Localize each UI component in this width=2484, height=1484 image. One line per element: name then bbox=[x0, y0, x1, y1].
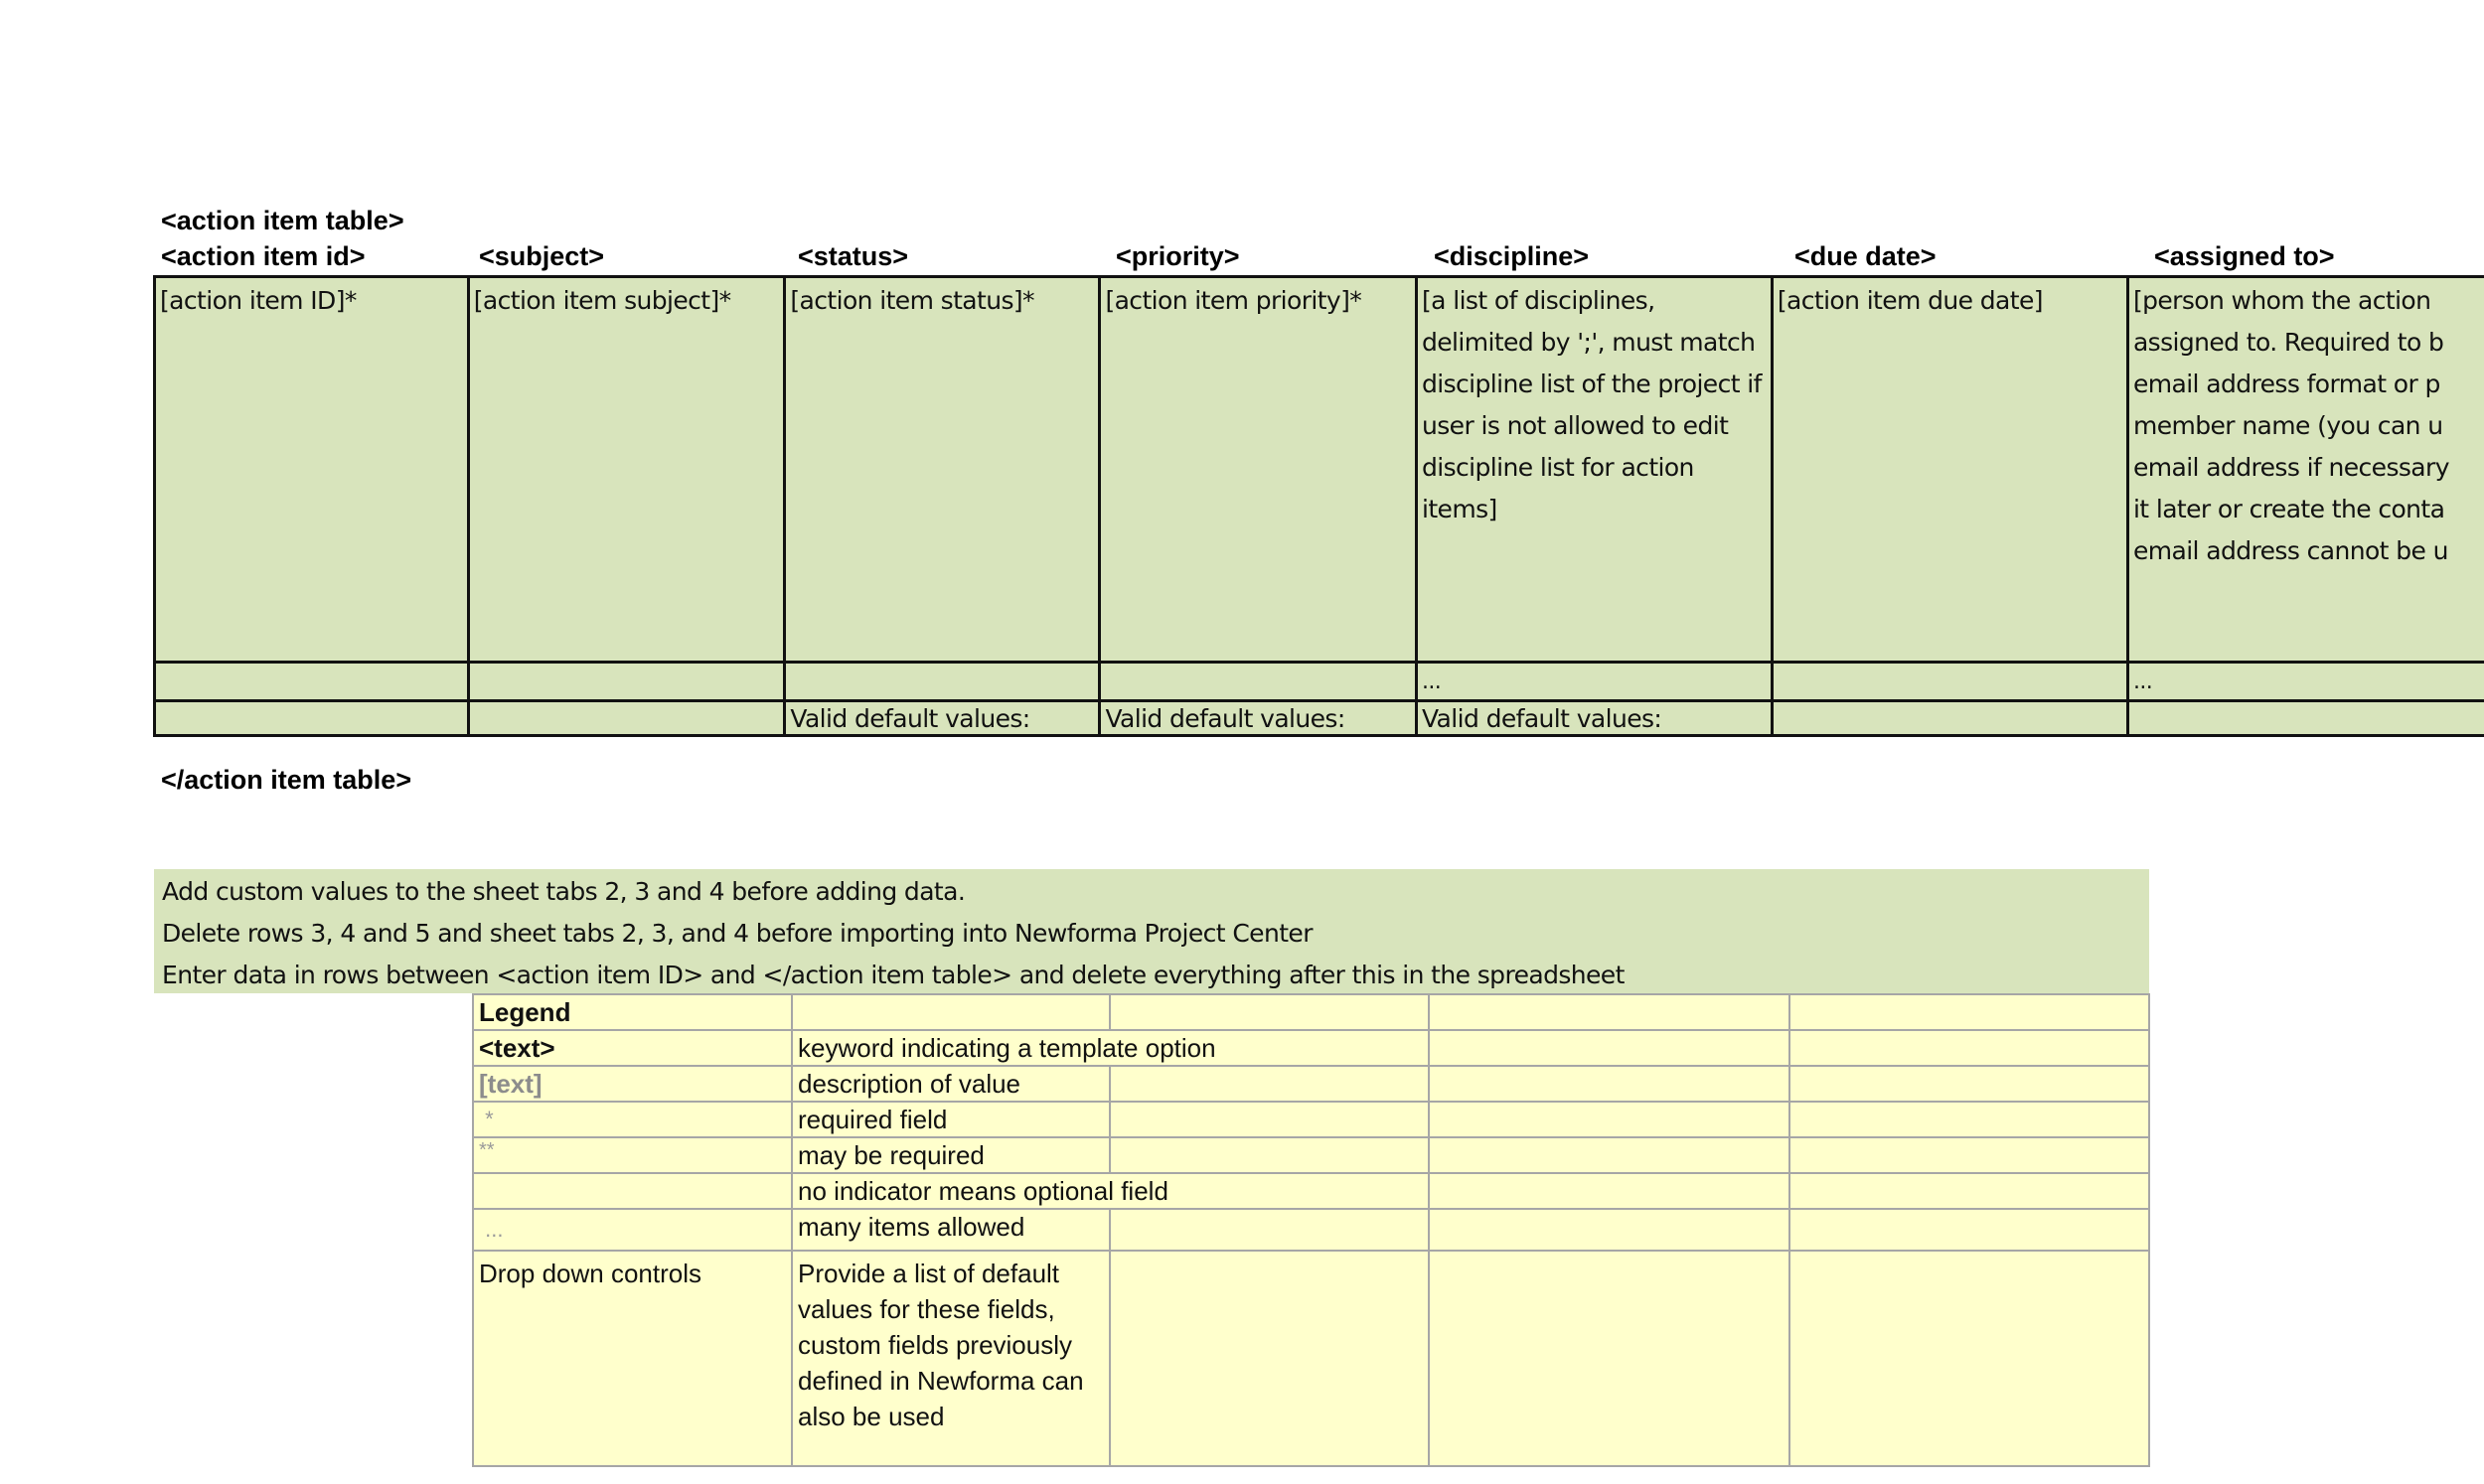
legend-row bbox=[473, 1066, 2149, 1102]
column-header-due-date: <due date> bbox=[1794, 241, 1937, 271]
more-items-row bbox=[155, 663, 2484, 701]
table-end-tag: </action item table> bbox=[161, 765, 412, 795]
cell-action-item-id[interactable]: [action item ID]* bbox=[155, 277, 469, 663]
assigned-to-line: email address format or p bbox=[2132, 370, 2440, 398]
cell-more[interactable] bbox=[468, 663, 785, 701]
table-start-tag: <action item table> bbox=[161, 206, 404, 235]
legend-meaning: keyword indicating a template option bbox=[792, 1030, 1429, 1066]
description-row bbox=[155, 277, 2484, 663]
instruction-line: Enter data in rows between <action item ID> and </action item table> and delete everything after this in the spreadsheet bbox=[162, 961, 1625, 989]
column-header-priority: <priority> bbox=[1116, 241, 1240, 271]
cell-more[interactable] bbox=[1100, 663, 1417, 701]
column-header-action-item-id: <action item id> bbox=[161, 241, 366, 271]
empty-cell bbox=[1429, 1137, 1789, 1173]
legend-title: Legend bbox=[473, 994, 792, 1030]
empty-cell bbox=[792, 994, 1110, 1030]
cell-more[interactable] bbox=[155, 663, 469, 701]
empty-cell bbox=[1789, 994, 2149, 1030]
legend-symbol: <text> bbox=[473, 1030, 792, 1066]
cell-status[interactable]: [action item status]* bbox=[785, 277, 1100, 663]
action-item-table bbox=[153, 275, 2484, 737]
empty-cell bbox=[1789, 1066, 2149, 1102]
legend-row bbox=[473, 1209, 2149, 1251]
legend-row bbox=[473, 1102, 2149, 1137]
empty-cell bbox=[1110, 1251, 1429, 1466]
cell-more-discipline[interactable]: ... bbox=[1417, 663, 1773, 701]
legend-meaning: no indicator means optional field bbox=[792, 1173, 1429, 1209]
cell-valid-priority[interactable]: Valid default values: bbox=[1100, 701, 1417, 736]
empty-cell bbox=[1789, 1251, 2149, 1466]
empty-cell bbox=[1429, 1209, 1789, 1251]
assigned-to-line: it later or create the conta bbox=[2132, 495, 2445, 523]
cell-more-assigned-to[interactable]: ... bbox=[2127, 663, 2484, 701]
cell-due-date[interactable]: [action item due date] bbox=[1772, 277, 2127, 663]
column-header-discipline: <discipline> bbox=[1434, 241, 1590, 271]
legend-meaning: Provide a list of default values for these fields, custom fields previously defined in Newforma can also be used bbox=[792, 1251, 1110, 1466]
legend-symbol: [text] bbox=[473, 1066, 792, 1102]
empty-cell bbox=[1110, 1066, 1429, 1102]
empty-cell bbox=[1789, 1102, 2149, 1137]
cell-valid[interactable] bbox=[155, 701, 469, 736]
cell-more[interactable] bbox=[1772, 663, 2127, 701]
legend-symbol: ** bbox=[473, 1137, 792, 1173]
empty-cell bbox=[1429, 1030, 1789, 1066]
empty-cell bbox=[1110, 1209, 1429, 1251]
cell-subject[interactable]: [action item subject]* bbox=[468, 277, 785, 663]
empty-cell bbox=[1429, 1066, 1789, 1102]
assigned-to-line: assigned to. Required to b bbox=[2132, 328, 2444, 357]
legend-symbol: ... bbox=[473, 1209, 792, 1251]
cell-priority[interactable]: [action item priority]* bbox=[1100, 277, 1417, 663]
assigned-to-line: email address cannot be u bbox=[2132, 536, 2448, 565]
legend-meaning: many items allowed bbox=[792, 1209, 1110, 1251]
legend-symbol: * bbox=[473, 1102, 792, 1137]
cell-discipline[interactable]: [a list of disciplines, delimited by ';', must match discipline list of the project if user is not allowed to edit discipline list for action items] bbox=[1417, 277, 1773, 663]
column-header-subject: <subject> bbox=[479, 241, 605, 271]
legend-table bbox=[472, 993, 2150, 1467]
legend-meaning: required field bbox=[792, 1102, 1110, 1137]
legend-symbol bbox=[473, 1173, 792, 1209]
empty-cell bbox=[1429, 1173, 1789, 1209]
empty-cell bbox=[1110, 994, 1429, 1030]
assigned-to-line: member name (you can u bbox=[2132, 411, 2443, 440]
valid-values-row bbox=[155, 701, 2484, 736]
legend-row bbox=[473, 1173, 2149, 1209]
legend-row bbox=[473, 1251, 2149, 1466]
empty-cell bbox=[1110, 1102, 1429, 1137]
cell-valid[interactable] bbox=[468, 701, 785, 736]
instruction-line: Delete rows 3, 4 and 5 and sheet tabs 2, 3, and 4 before importing into Newforma Project Center bbox=[162, 919, 1313, 948]
column-header-status: <status> bbox=[798, 241, 909, 271]
cell-more[interactable] bbox=[785, 663, 1100, 701]
cell-valid[interactable] bbox=[1772, 701, 2127, 736]
assigned-to-line: email address if necessary bbox=[2132, 453, 2449, 482]
assigned-to-line: [person whom the action bbox=[2132, 286, 2431, 315]
empty-cell bbox=[1789, 1209, 2149, 1251]
legend-title-row bbox=[473, 994, 2149, 1030]
empty-cell bbox=[1429, 994, 1789, 1030]
cell-valid-status[interactable]: Valid default values: bbox=[785, 701, 1100, 736]
legend-row bbox=[473, 1137, 2149, 1173]
instruction-line: Add custom values to the sheet tabs 2, 3 and 4 before adding data. bbox=[162, 877, 966, 906]
empty-cell bbox=[1429, 1102, 1789, 1137]
empty-cell bbox=[1789, 1030, 2149, 1066]
legend-symbol: Drop down controls bbox=[473, 1251, 792, 1466]
empty-cell bbox=[1429, 1251, 1789, 1466]
column-header-assigned-to: <assigned to> bbox=[2154, 241, 2335, 271]
cell-assigned-to[interactable] bbox=[2127, 277, 2484, 663]
legend-row bbox=[473, 1030, 2149, 1066]
legend-meaning: description of value bbox=[792, 1066, 1110, 1102]
cell-valid-discipline[interactable]: Valid default values: bbox=[1417, 701, 1773, 736]
legend-meaning: may be required bbox=[792, 1137, 1110, 1173]
cell-valid[interactable] bbox=[2127, 701, 2484, 736]
empty-cell bbox=[1789, 1137, 2149, 1173]
empty-cell bbox=[1789, 1173, 2149, 1209]
empty-cell bbox=[1110, 1137, 1429, 1173]
instructions-box bbox=[154, 869, 2149, 993]
